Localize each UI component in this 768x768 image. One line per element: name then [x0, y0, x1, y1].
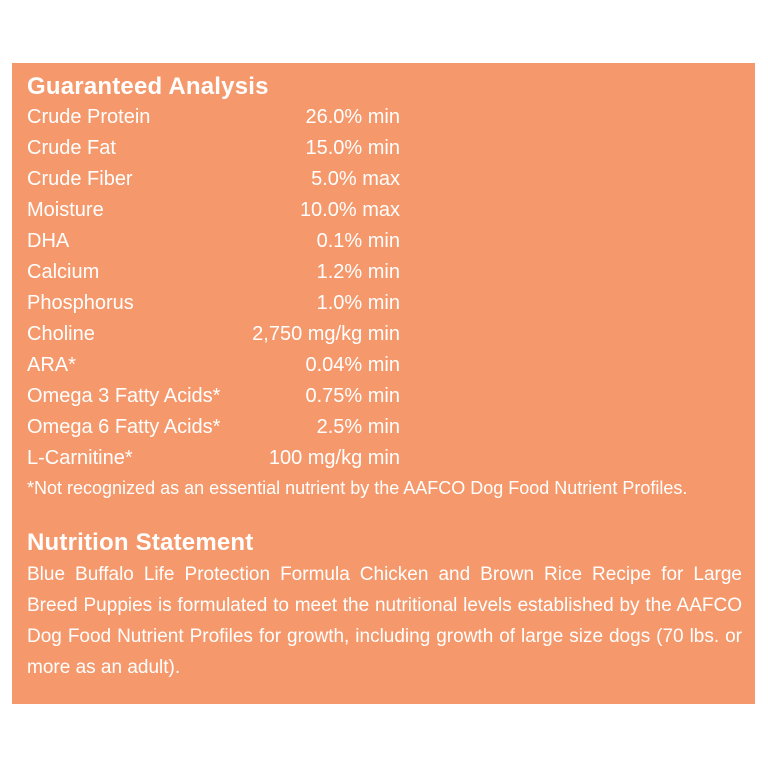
analysis-row: [27, 257, 741, 288]
nutrient-value: 0.04% min: [305, 354, 400, 376]
nutrient-value: 10.0% max: [299, 199, 400, 221]
analysis-row: [27, 350, 741, 381]
nutrient-name: Crude Fiber: [27, 168, 133, 190]
nutrient-value: 1.0% min: [316, 292, 400, 314]
nutrient-name: DHA: [27, 230, 70, 252]
aafco-footnote: *Not recognized as an essential nutrient by the AAFCO Dog Food Nutrient Profiles.: [27, 478, 688, 498]
nutrient-name: Phosphorus: [27, 292, 134, 314]
nutrient-value: 26.0% min: [305, 106, 400, 128]
analysis-row: [27, 102, 741, 133]
nutrient-name: Crude Fat: [27, 137, 116, 159]
nutrient-name: ARA*: [27, 354, 76, 376]
nutrient-name: Moisture: [27, 199, 104, 221]
nutrient-value: 5.0% max: [311, 168, 400, 190]
nutrient-name: Omega 6 Fatty Acids*: [27, 416, 221, 438]
nutrient-name: Choline: [27, 323, 95, 345]
nutrient-name: Crude Protein: [27, 106, 151, 128]
nutrient-value: 15.0% min: [305, 137, 400, 159]
nutrition-statement-text: Blue Buffalo Life Protection Formula Chicken and Brown Rice Recipe for Large Breed Puppies is formulated to meet the nutritional levels established by the AAFCO Dog Food Nutrient Profiles for growth, including growth of large size dogs (70 lbs. or more as an adult).: [27, 564, 742, 678]
nutrient-value: 0.1% min: [316, 230, 400, 252]
analysis-row: [27, 133, 741, 164]
nutrient-value: 0.75% min: [305, 385, 400, 407]
analysis-row: [27, 412, 741, 443]
nutrient-value: 1.2% min: [316, 261, 400, 283]
nutrition-panel: [12, 63, 755, 704]
analysis-row: [27, 319, 741, 350]
analysis-row: [27, 226, 741, 257]
nutrient-name: Calcium: [27, 261, 100, 283]
analysis-row: [27, 164, 741, 195]
analysis-row: [27, 195, 741, 226]
nutrient-name: L-Carnitine*: [27, 447, 133, 469]
analysis-table: [27, 102, 741, 474]
nutrient-value: 2.5% min: [316, 416, 400, 438]
analysis-row: [27, 288, 741, 319]
guaranteed-analysis-heading: Guaranteed Analysis: [27, 73, 269, 100]
nutrition-statement-heading: Nutrition Statement: [27, 529, 254, 556]
analysis-row: [27, 381, 741, 412]
nutrient-value: 2,750 mg/kg min: [252, 323, 400, 345]
nutrient-value: 100 mg/kg min: [268, 447, 400, 469]
nutrient-name: Omega 3 Fatty Acids*: [27, 385, 221, 407]
analysis-row: [27, 443, 741, 474]
